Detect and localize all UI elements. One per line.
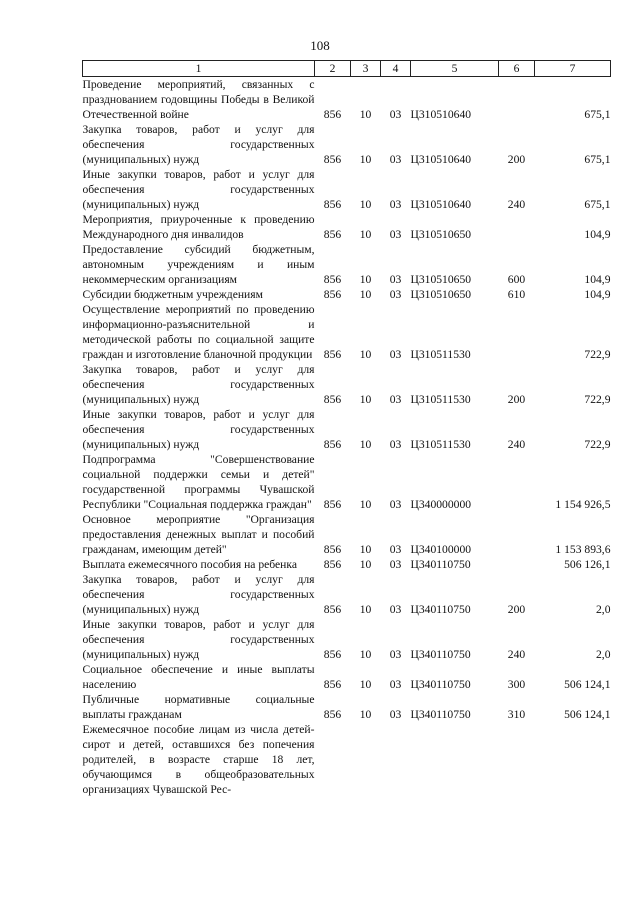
row-amount: 506 124,1: [564, 708, 611, 721]
header-col-2: 2: [315, 61, 351, 77]
row-name: Предоставление субсидий бюджетным, автономным учреждениям и иным некоммерческим организациям: [82, 243, 315, 286]
row-expense-type: [499, 77, 535, 123]
row-target-article: Ц340100000: [410, 543, 472, 556]
table-row: [83, 662, 611, 692]
row-ministry-code: 856: [323, 273, 342, 286]
row-amount: 2,0: [596, 648, 611, 661]
row-ministry-code: 856: [323, 543, 342, 556]
row-subsection-code: 03: [389, 108, 402, 121]
row-section-code: 10: [359, 498, 372, 511]
table-row: [83, 167, 611, 212]
header-col-3: 3: [351, 61, 381, 77]
row-expense-type: [499, 302, 535, 362]
table-row: [83, 692, 611, 722]
header-col-1: 1: [83, 61, 315, 77]
row-name: Закупка товаров, работ и услуг для обеспечения государственных (муниципальных) нужд: [82, 363, 315, 406]
row-expense-type: [499, 452, 535, 512]
row-subsection-code: 03: [389, 678, 402, 691]
row-ministry-code: 856: [323, 228, 342, 241]
row-ministry-code: 856: [323, 558, 342, 571]
row-expense-type: 200: [507, 393, 526, 406]
row-target-article: Ц310510640: [410, 153, 472, 166]
row-section-code: 10: [359, 603, 372, 616]
table-row: [83, 242, 611, 287]
table-row: [83, 362, 611, 407]
row-ministry-code: [315, 722, 351, 797]
row-section-code: 10: [359, 678, 372, 691]
row-amount: 506 126,1: [564, 558, 611, 571]
row-target-article: Ц310511530: [410, 438, 471, 451]
row-ministry-code: 856: [323, 498, 342, 511]
row-expense-type: 240: [507, 438, 526, 451]
row-target-article: Ц310510650: [410, 273, 472, 286]
row-target-article: Ц310510650: [410, 228, 472, 241]
row-ministry-code: 856: [323, 603, 342, 616]
row-subsection-code: 03: [389, 273, 402, 286]
row-ministry-code: 856: [323, 288, 342, 301]
row-subsection-code: 03: [389, 438, 402, 451]
table-row: [83, 212, 611, 242]
table-row: [83, 617, 611, 662]
table-header-row: [83, 61, 611, 77]
row-expense-type: 200: [507, 153, 526, 166]
row-target-article: Ц310510640: [410, 108, 472, 121]
row-name: Закупка товаров, работ и услуг для обеспечения государственных (муниципальных) нужд: [82, 573, 315, 616]
row-subsection-code: 03: [389, 498, 402, 511]
header-col-5: 5: [411, 61, 499, 77]
row-target-article: Ц310510650: [410, 288, 472, 301]
header-col-7: 7: [535, 61, 611, 77]
row-expense-type: [499, 512, 535, 557]
row-name: Иные закупки товаров, работ и услуг для обеспечения государственных (муниципальных) нужд: [82, 168, 315, 211]
row-ministry-code: 856: [323, 438, 342, 451]
row-expense-type: 600: [507, 273, 526, 286]
row-amount: 722,9: [584, 438, 611, 451]
row-section-code: 10: [359, 198, 372, 211]
table-row: [83, 452, 611, 512]
row-ministry-code: 856: [323, 393, 342, 406]
row-expense-type: [499, 212, 535, 242]
header-col-4: 4: [381, 61, 411, 77]
row-name: Социальное обеспечение и иные выплаты населению: [82, 663, 315, 691]
row-name: Иные закупки товаров, работ и услуг для обеспечения государственных (муниципальных) нужд: [82, 618, 315, 661]
row-ministry-code: 856: [323, 153, 342, 166]
row-amount: 104,9: [584, 288, 611, 301]
row-target-article: [411, 722, 499, 797]
table-row: [83, 557, 611, 572]
row-section-code: 10: [359, 348, 372, 361]
row-section-code: 10: [359, 273, 372, 286]
row-name: Основное мероприятие "Организация предоставления денежных выплат и пособий гражданам, имеющим детей": [82, 513, 315, 556]
table-row: [83, 572, 611, 617]
row-name: Проведение мероприятий, связанных с празднованием годовщины Победы в Великой Отечественной войне: [82, 78, 315, 121]
table-row: [83, 512, 611, 557]
row-ministry-code: 856: [323, 678, 342, 691]
row-amount: 722,9: [584, 348, 611, 361]
row-name: Иные закупки товаров, работ и услуг для обеспечения государственных (муниципальных) нужд: [82, 408, 315, 451]
row-subsection-code: 03: [389, 708, 402, 721]
row-amount: 1 154 926,5: [555, 498, 611, 511]
row-subsection-code: 03: [389, 648, 402, 661]
row-section-code: 10: [359, 288, 372, 301]
row-section-code: 10: [359, 543, 372, 556]
row-name: Субсидии бюджетным учреждениям: [82, 288, 263, 301]
row-expense-type: 610: [507, 288, 526, 301]
row-amount: 2,0: [596, 603, 611, 616]
row-expense-type: 240: [507, 648, 526, 661]
row-ministry-code: 856: [323, 108, 342, 121]
row-target-article: Ц310511530: [410, 348, 471, 361]
table-row: [83, 77, 611, 123]
row-target-article: Ц340000000: [410, 498, 472, 511]
table-row: [83, 722, 611, 797]
row-name: Закупка товаров, работ и услуг для обеспечения государственных (муниципальных) нужд: [82, 123, 315, 166]
row-name: Подпрограмма "Совершенствование социальной поддержки семьи и детей" государственной программы Чувашской Республики "Социальная поддержка граждан": [82, 453, 315, 511]
row-section-code: 10: [359, 558, 372, 571]
row-name: Ежемесячное пособие лицам из числа детей-сирот и детей, оставшихся без попечения родителей, в возрасте старше 18 лет, обучающимся в общеобразовательных организациях Чувашской Рес-: [82, 723, 315, 796]
row-subsection-code: [381, 722, 411, 797]
row-target-article: Ц340110750: [410, 558, 471, 571]
row-amount: [535, 722, 611, 797]
row-name: Осуществление мероприятий по проведению информационно-разъяснительной и методической работы по социальной защите граждан и изготовление бланочной продукции: [82, 303, 315, 361]
row-expense-type: 310: [507, 708, 526, 721]
table-row: [83, 287, 611, 302]
row-subsection-code: 03: [389, 603, 402, 616]
row-section-code: 10: [359, 393, 372, 406]
header-col-6: 6: [499, 61, 535, 77]
row-expense-type: [499, 557, 535, 572]
row-section-code: 10: [359, 228, 372, 241]
budget-table: [82, 60, 611, 797]
row-ministry-code: 856: [323, 198, 342, 211]
row-amount: 104,9: [584, 273, 611, 286]
row-amount: 675,1: [584, 198, 611, 211]
row-section-code: [351, 722, 381, 797]
table-row: [83, 407, 611, 452]
row-section-code: 10: [359, 708, 372, 721]
row-ministry-code: 856: [323, 348, 342, 361]
table-row: [83, 122, 611, 167]
row-target-article: Ц340110750: [410, 678, 471, 691]
row-amount: 675,1: [584, 153, 611, 166]
row-target-article: Ц310511530: [410, 393, 471, 406]
row-expense-type: 240: [507, 198, 526, 211]
row-name: Публичные нормативные социальные выплаты гражданам: [82, 693, 315, 721]
row-expense-type: [499, 722, 535, 797]
row-subsection-code: 03: [389, 393, 402, 406]
row-target-article: Ц340110750: [410, 603, 471, 616]
row-target-article: Ц310510640: [410, 198, 472, 211]
row-section-code: 10: [359, 648, 372, 661]
row-subsection-code: 03: [389, 198, 402, 211]
row-expense-type: 300: [507, 678, 526, 691]
row-amount: 506 124,1: [564, 678, 611, 691]
row-name: Выплата ежемесячного пособия на ребенка: [82, 558, 297, 571]
row-amount: 1 153 893,6: [555, 543, 611, 556]
row-subsection-code: 03: [389, 348, 402, 361]
row-amount: 722,9: [584, 393, 611, 406]
row-name: Мероприятия, приуроченные к проведению Международного дня инвалидов: [82, 213, 315, 241]
row-section-code: 10: [359, 108, 372, 121]
row-subsection-code: 03: [389, 543, 402, 556]
row-subsection-code: 03: [389, 153, 402, 166]
row-section-code: 10: [359, 153, 372, 166]
row-ministry-code: 856: [323, 648, 342, 661]
row-subsection-code: 03: [389, 228, 402, 241]
row-amount: 675,1: [584, 108, 611, 121]
row-expense-type: 200: [507, 603, 526, 616]
page-number: 108: [310, 38, 330, 53]
row-subsection-code: 03: [389, 288, 402, 301]
row-target-article: Ц340110750: [410, 708, 471, 721]
row-ministry-code: 856: [323, 708, 342, 721]
row-target-article: Ц340110750: [410, 648, 471, 661]
table-row: [83, 302, 611, 362]
row-section-code: 10: [359, 438, 372, 451]
row-subsection-code: 03: [389, 558, 402, 571]
row-amount: 104,9: [584, 228, 611, 241]
